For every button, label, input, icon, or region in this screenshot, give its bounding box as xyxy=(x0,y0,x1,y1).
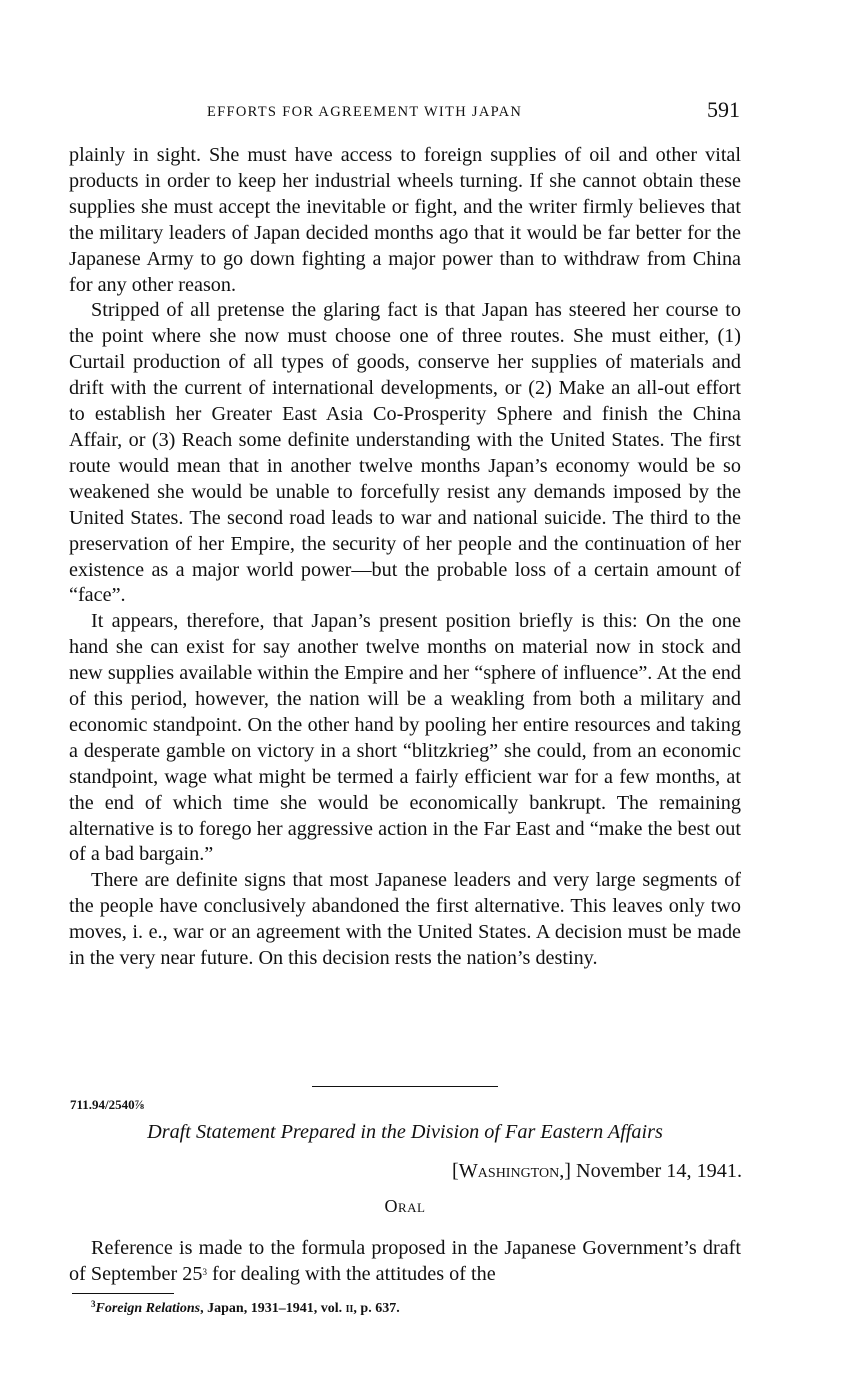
paragraph: It appears, therefore, that Japan’s present position briefly is this: On the one hand she can exist for say another twelve months on material now in stock and new supplies available within the Empire and her “sphere of influence”. At the end of this period, however, the nation will be a weakling from both a military and economic standpoint. On the other hand by pooling her entire resources and taking a desperate gamble on victory in a short “blitzkrieg” she could, from an economic standpoint, wage what might be termed a fairly efficient war for a few months, at the end of which time she would be economically bankrupt. The remaining alternative is to forego her aggressive action in the Far East and “make the best out of a bad bargain.” xyxy=(69,610,741,866)
section-divider xyxy=(312,1086,498,1087)
running-head: EFFORTS FOR AGREEMENT WITH JAPAN xyxy=(207,104,523,120)
dateline-place: [Washington,] xyxy=(452,1160,571,1182)
footnote-volume: ii xyxy=(345,1301,354,1316)
dateline xyxy=(452,1160,742,1183)
footnote xyxy=(91,1301,400,1317)
statement-body xyxy=(69,1236,741,1288)
letter-body xyxy=(69,143,741,972)
file-number: 711.94/2540⅞ xyxy=(70,1097,145,1112)
footnote-marker: 3 xyxy=(91,1299,96,1309)
footnote-reference: 3 xyxy=(202,1266,207,1277)
paragraph: There are definite signs that most Japanese leaders and very large segments of the people have conclusively abandoned the first alternative. This leaves only two moves, i. e., war or an agreement with the United States. A decision must be made in the very near future. On this decision rests the nation’s destiny. xyxy=(69,869,741,970)
footnote-source: Foreign Relations xyxy=(95,1301,201,1316)
footnote-citation: , Japan, 1931–1941, vol. xyxy=(200,1301,346,1316)
footnote-page: , p. 637. xyxy=(353,1301,400,1316)
footnote-divider xyxy=(72,1293,174,1294)
paragraph xyxy=(69,1236,741,1288)
page-number: 591 xyxy=(707,97,740,122)
paragraph: Stripped of all pretense the glaring fact is that Japan has steered her course to the point where she now must choose one of three routes. She must either, (1) Curtail production of all types of goods, conserve her supplies of materials and drift with the current of international developments, or (2) Make an all-out effort to establish her Greater East Asia Co-Prosperity Sphere and finish the China Affair, or (3) Reach some definite understanding with the United States. The first route would mean that in another twelve months Japan’s economy would be so weakened she would be unable to forcefully resist any demands imposed by the United States. The second road leads to war and national suicide. The third to the preservation of her Empire, the security of her people and the continuation of her existence as a major world power—but the probable loss of a certain amount of “face”. xyxy=(69,299,741,607)
paragraph-text: Reference is made to the formula proposed in the Japanese Government’s draft of September 25 xyxy=(69,1237,741,1285)
paragraph-text-continued: for dealing with the attitudes of the xyxy=(206,1262,496,1285)
paragraph: plainly in sight. She must have access to foreign supplies of oil and other vital products in order to keep her industrial wheels turning. If she cannot obtain these supplies she must accept the inevitable or fight, and the writer firmly believes that the military leaders of Japan decided months ago that it would be far better for the Japanese Army to go down fighting a major power than to withdraw from China for any other reason. xyxy=(69,144,741,296)
document-label: Oral xyxy=(384,1196,426,1216)
document-title: Draft Statement Prepared in the Division of Far Eastern Affairs xyxy=(147,1121,663,1143)
dateline-date: November 14, 1941. xyxy=(576,1160,742,1182)
